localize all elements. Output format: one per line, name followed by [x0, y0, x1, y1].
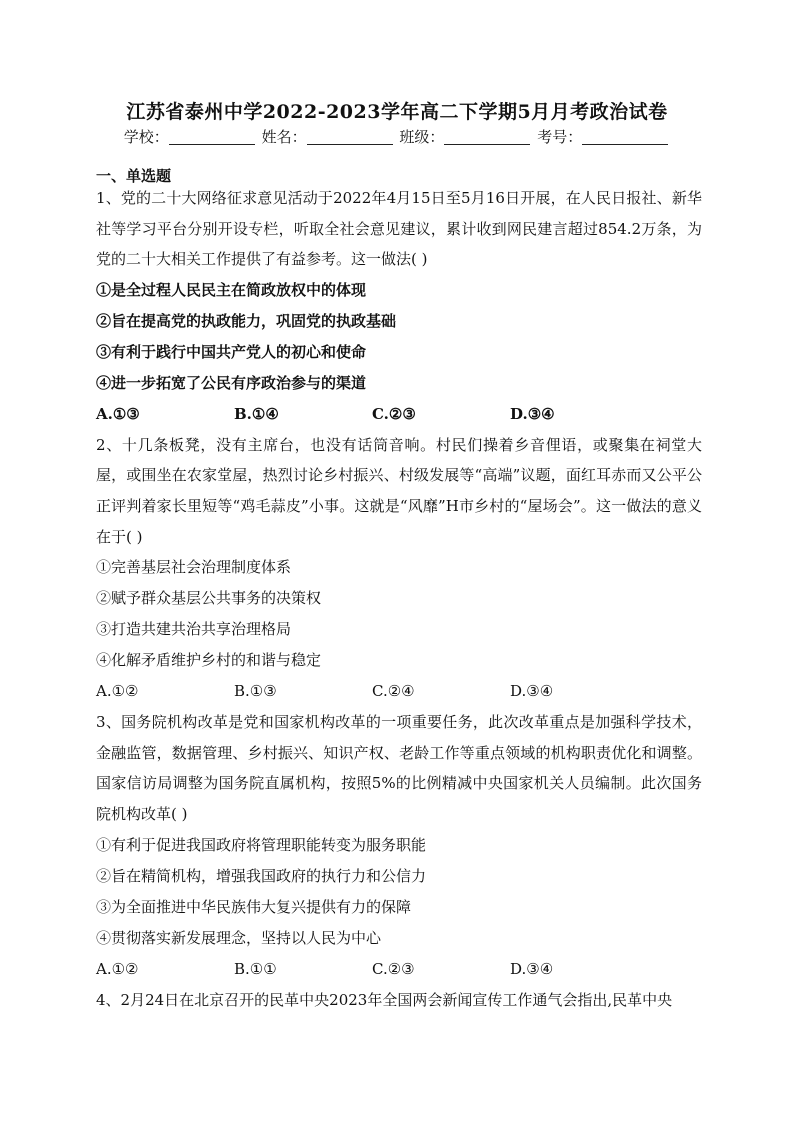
question-option: ③有利于践行中国共产党人的初心和使命	[96, 342, 367, 361]
questions-body	[96, 183, 702, 1015]
question-option: ②旨在精简机构，增强我国政府的执行力和公信力	[96, 866, 427, 885]
school-label: 学校：	[123, 128, 169, 146]
question-option: ③打造共建共治共享治理格局	[96, 620, 292, 639]
class-blank[interactable]	[444, 130, 530, 145]
section-title: 一、单选题	[96, 167, 172, 185]
question-option: ④进一步拓宽了公民有序政治参与的渠道	[96, 373, 367, 392]
question-option: ③为全面推进中华民族伟大复兴提供有力的保障	[96, 897, 412, 916]
question-option: ④贯彻落实新发展理念，坚持以人民为中心	[96, 928, 382, 947]
question-4	[96, 985, 702, 1016]
class-label: 班级：	[399, 128, 445, 146]
choice-c[interactable]: C.②③	[372, 404, 416, 423]
answer-choices	[96, 954, 702, 985]
choice-b[interactable]: B.①④	[234, 404, 279, 423]
choice-a[interactable]: A.①②	[96, 682, 139, 701]
question-option: ①是全过程人民民主在简政放权中的体现	[96, 280, 367, 299]
question-3	[96, 707, 702, 984]
question-stem: 2、十几条板凳，没有主席台，也没有话筒音响。村民们操着乡音俚语，或聚集在祠堂大屋，或围坐在农家堂屋，热烈讨论乡村振兴、村级发展等“高端”议题，面红耳赤而又公平公正评判着家长里短等“鸡毛蒜皮”小事。这就是“风靡”H市乡村的“屋场会”。这一做法的意义在于( )	[96, 435, 702, 546]
choice-a[interactable]: A.①③	[96, 404, 140, 423]
question-stem: 1、党的二十大网络征求意见活动于2022年4月15日至5月16日开展，在人民日报社、新华社等学习平台分别开设专栏，听取全社会意见建议，累计收到网民建言超过854.2万条，为党的二十大相关工作提供了有益参考。这一做法( )	[96, 189, 702, 269]
answer-choices	[96, 676, 702, 707]
question-option: ①有利于促进我国政府将管理职能转变为服务职能	[96, 835, 427, 854]
question-stem: 4、2月24日在北京召开的民革中央2023年全国两会新闻宣传工作通气会指出,民革中央	[96, 990, 673, 1009]
choice-a[interactable]: A.①②	[96, 959, 139, 978]
choice-b[interactable]: B.①③	[234, 682, 277, 701]
exam-number-label: 考号：	[537, 128, 583, 146]
question-stem: 3、国务院机构改革是党和国家机构改革的一项重要任务，此次改革重点是加强科学技术，金融监管，数据管理、乡村振兴、知识产权、老龄工作等重点领域的机构职责优化和调整。国家信访局调整为国务院直属机构，按照5%的比例精减中央国家机关人员编制。此次国务院机构改革( )	[96, 713, 702, 823]
student-info-line	[0, 126, 794, 147]
name-label: 姓名：	[261, 128, 307, 146]
question-option: ①完善基层社会治理制度体系	[96, 558, 292, 577]
choice-c[interactable]: C.②③	[372, 959, 415, 978]
school-blank[interactable]	[169, 130, 255, 145]
question-option: ④化解矛盾维护乡村的和谐与稳定	[96, 651, 322, 670]
choice-d[interactable]: D.③④	[510, 959, 554, 978]
question-1	[96, 183, 702, 430]
name-blank[interactable]	[307, 130, 393, 145]
answer-choices	[96, 399, 702, 430]
choice-d[interactable]: D.③④	[510, 682, 554, 701]
question-option: ②赋予群众基层公共事务的决策权	[96, 589, 322, 608]
choice-c[interactable]: C.②④	[372, 682, 415, 701]
question-option: ②旨在提高党的执政能力，巩固党的执政基础	[96, 311, 397, 330]
question-2	[96, 430, 702, 707]
choice-b[interactable]: B.①①	[234, 959, 277, 978]
exam-title: 江苏省泰州中学2022-2023学年高二下学期5月月考政治试卷	[126, 101, 668, 123]
choice-d[interactable]: D.③④	[510, 404, 555, 423]
exam-number-blank[interactable]	[582, 130, 668, 145]
